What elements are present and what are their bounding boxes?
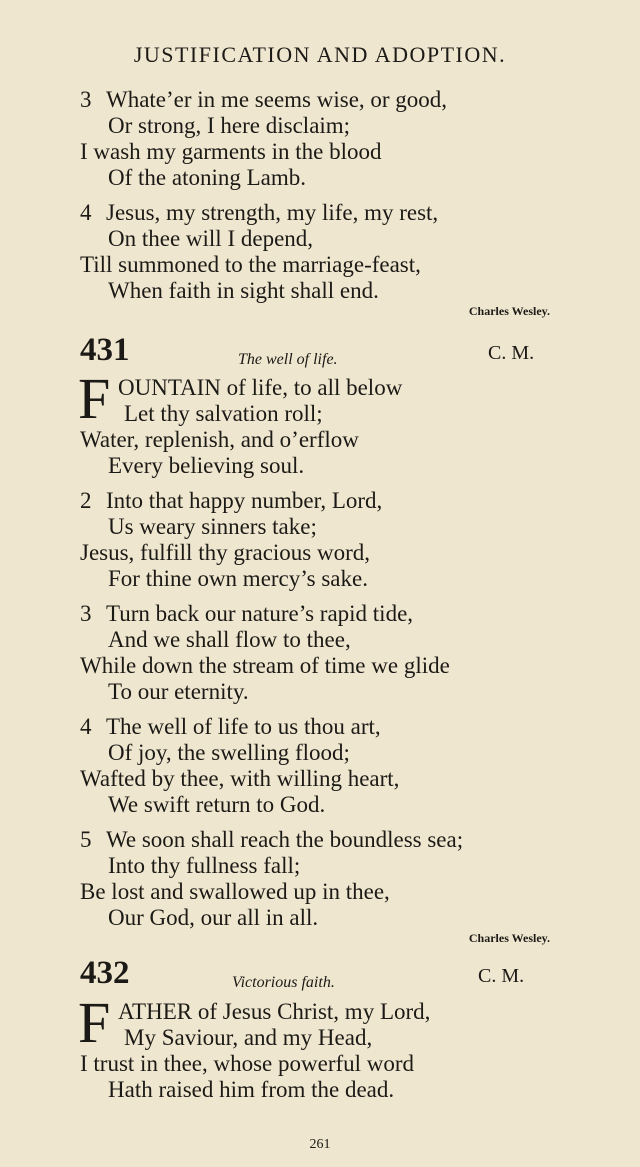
stanza-line: Water, replenish, and o’erflow (80, 427, 359, 452)
stanza-line: Be lost and swallowed up in thee, (80, 879, 390, 904)
stanza-number: 5 (80, 827, 92, 852)
stanza-number: 3 (80, 87, 92, 112)
stanza-line: OUNTAIN of life, to all below (118, 375, 403, 400)
stanza-line: Jesus, fulfill thy gracious word, (80, 540, 371, 565)
stanza-number: 2 (80, 488, 92, 513)
stanza-number: 4 (80, 714, 92, 739)
stanza-line: Every believing soul. (108, 453, 305, 478)
drop-cap: F (78, 990, 111, 1055)
page-number: 261 (309, 1137, 331, 1152)
stanza-line: 5 We soon shall reach the boundless sea; (80, 827, 464, 852)
hymn-number: 432 (80, 955, 130, 991)
stanza-number: 4 (80, 200, 92, 225)
stanza-line: 3 Turn back our nature’s rapid tide, (80, 601, 414, 626)
stanza-line: 4 Jesus, my strength, my life, my rest, (80, 200, 439, 225)
stanza-line: ATHER of Jesus Christ, my Lord, (118, 999, 431, 1024)
attribution: Charles Wesley. (468, 304, 550, 318)
stanza-line: And we shall flow to thee, (108, 627, 351, 652)
hymn-meter: C. M. (478, 965, 525, 987)
hymn-meter: C. M. (488, 342, 535, 364)
stanza-line: When faith in sight shall end. (108, 278, 379, 303)
stanza-line: Of the atoning Lamb. (108, 165, 307, 190)
hymn-number: 431 (80, 332, 130, 368)
drop-cap: F (78, 366, 111, 431)
stanza-line: My Saviour, and my Head, (124, 1025, 373, 1050)
stanza-line: While down the stream of time we glide (80, 653, 450, 678)
stanza-number: 3 (80, 601, 92, 626)
hymn-title: The well of life. (238, 351, 338, 368)
stanza-line: Hath raised him from the dead. (108, 1077, 395, 1102)
stanza-line: Us weary sinners take; (108, 514, 317, 539)
stanza-line: We swift return to God. (108, 792, 326, 817)
stanza-line: Wafted by thee, with willing heart, (80, 766, 400, 791)
running-head: JUSTIFICATION AND ADOPTION. (133, 42, 507, 67)
stanza-line: I wash my garments in the blood (80, 139, 382, 164)
stanza-line: Or strong, I here disclaim; (108, 113, 351, 138)
stanza-line: Of joy, the swelling flood; (108, 740, 350, 765)
stanza-line: 2 Into that happy number, Lord, (80, 488, 383, 513)
stanza-line: Into thy fullness fall; (108, 853, 301, 878)
stanza-line: To our eternity. (108, 679, 249, 704)
stanza-line: Till summoned to the marriage-feast, (80, 252, 421, 277)
stanza-line: For thine own mercy’s sake. (108, 566, 368, 591)
stanza-line: 3 Whate’er in me seems wise, or good, (80, 87, 448, 112)
stanza-line: On thee will I depend, (108, 226, 314, 251)
hymn-title: Victorious faith. (232, 974, 335, 991)
stanza-line: Let thy salvation roll; (124, 401, 323, 426)
attribution: Charles Wesley. (468, 931, 550, 945)
stanza-line: Our God, our all in all. (108, 905, 319, 930)
stanza-line: 4 The well of life to us thou art, (80, 714, 381, 739)
stanza-line: I trust in thee, whose powerful word (80, 1051, 415, 1076)
